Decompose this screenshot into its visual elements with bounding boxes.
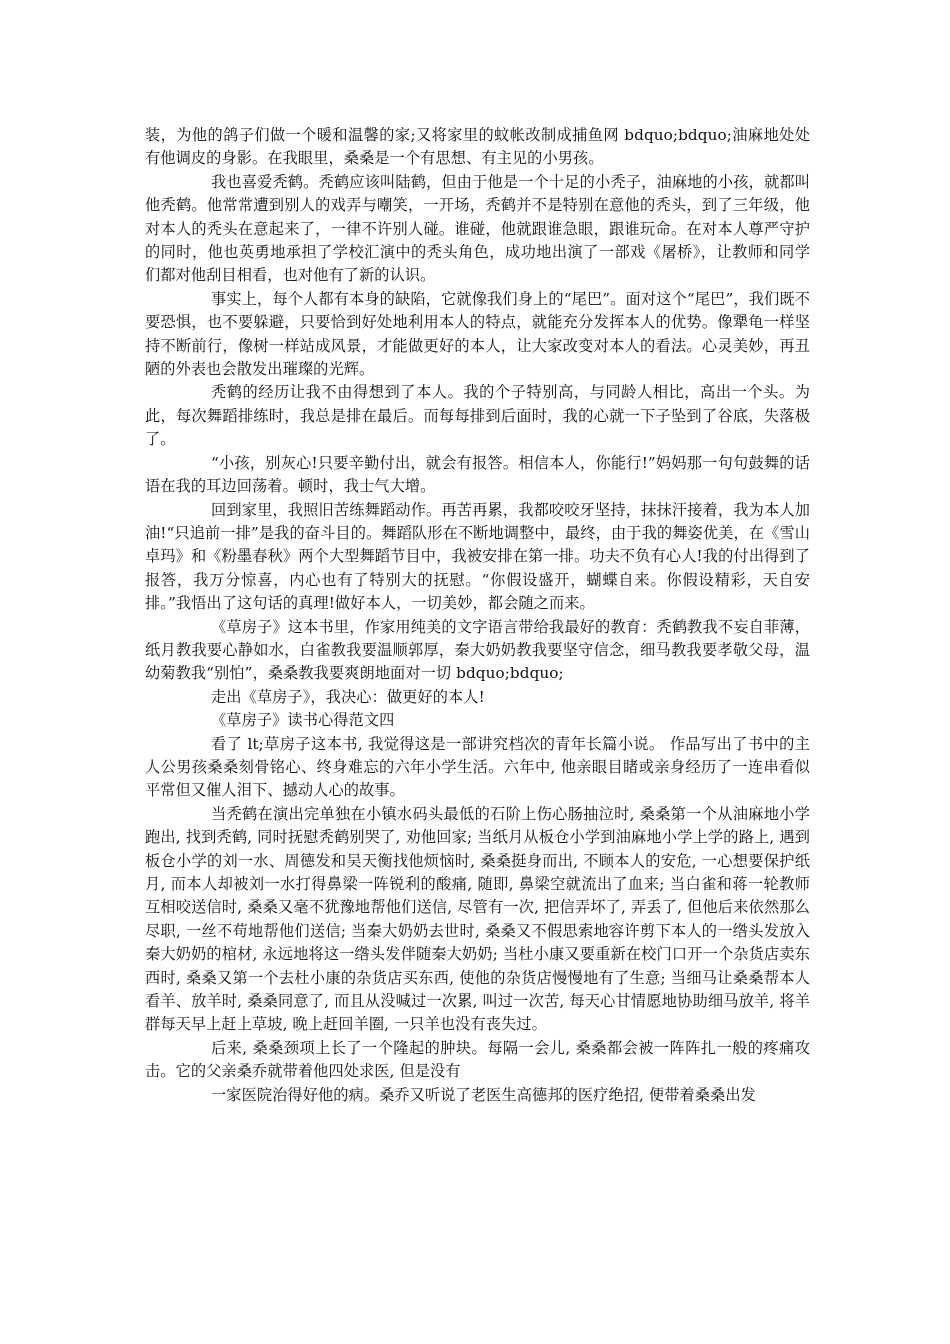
paragraph: 走出《草房子》，我决心：做更好的本人! bbox=[211, 687, 485, 706]
section-heading: 《草房子》读书心得范文四 bbox=[211, 711, 395, 730]
paragraph: 看了 lt;草房子这本书, 我觉得这是一部讲究档次的青年长篇小说。 作品写出了书中的主人公男孩桑桑刻骨铭心、终身难忘的六年小学生活。六年中, 他亲眼目睹或亲身经历了一连串看似平常但又催人泪下、撼动人心的故事。 bbox=[145, 734, 810, 800]
paragraph: 事实上，每个人都有本身的缺陷，它就像我们身上的“尾巴”。面对这个“尾巴”，我们既不要恐惧，也不要躲避，只要恰到好处地利用本人的特点，就能充分发挥本人的优势。像犟龟一样坚持不断前行，像树一样站成风景，才能做更好的本人，让大家改变对本人的看法。心灵美妙，再丑陋的外表也会散发出璀璨的光辉。 bbox=[145, 289, 810, 379]
paragraph: 《草房子》这本书里，作家用纯美的文字语言带给我最好的教育：秃鹤教我不妄自菲薄，纸月教我要心静如水，白雀教我要温顺郭厚，秦大奶奶教我要坚守信念，细马教我要孝敬父母，温幼菊教我“别怕”，桑桑教我要爽朗地面对一切 bdquo;bdquo; bbox=[145, 617, 810, 683]
paragraph: 一家医院治得好他的病。桑乔又听说了老医生高德邦的医疗绝招, 便带着桑桑出发 bbox=[211, 1085, 756, 1104]
paragraph: 后来, 桑桑颈项上长了一个隆起的肿块。每隔一会儿, 桑桑都会被一阵阵扎一般的疼痛攻击。它的父亲桑乔就带着他四处求医, 但是没有 bbox=[145, 1038, 810, 1081]
paragraph: 回到家里，我照旧苦练舞蹈动作。再苦再累，我都咬咬牙坚持，抹抹汗接着，我为本人加油!“只追前一排”是我的奋斗目的。舞蹈队形在不断地调整中，最终，由于我的舞姿优美，在《雪山卓玛》和《粉墨春秋》两个大型舞蹈节目中，我被安排在第一排。功夫不负有心人!我的付出得到了报答，我万分惊喜，内心也有了特别大的抚慰。“你假设盛开，蝴蝶自来。你假设精彩，天自安排。”我悟出了这句话的真理!做好本人，一切美妙，都会随之而来。 bbox=[145, 500, 810, 613]
paragraph: 秃鹤的经历让我不由得想到了本人。我的个子特别高，与同龄人相比，高出一个头。为此，每次舞蹈排练时，我总是排在最后。而每每排到后面时，我的心就一下子坠到了谷底，失落极了。 bbox=[145, 383, 810, 449]
paragraph: 装，为他的鸽子们做一个暖和温馨的家;又将家里的蚊帐改制成捕鱼网 bdquo;bdquo;油麻地处处有他调皮的身影。在我眼里，桑桑是一个有思想、有主见的小男孩。 bbox=[145, 126, 810, 168]
paragraph: 当秃鹤在演出完单独在小镇水码头最低的石阶上伤心肠抽泣时, 桑桑第一个从油麻地小学跑出, 找到秃鹤, 同时抚慰秃鹤别哭了, 劝他回家; 当纸月从板仓小学到油麻地小学上学的路上, 遇到板仓小学的刘一水、周德发和吴天衡找他烦恼时, 桑桑挺身而出, 不顾本人的安危, 一心想要保护纸月, 而本人却被刘一水打得鼻梁一阵锐利的酸痛, 随即, 鼻梁空就流出了血来; 当白雀和蒋一轮教师互相咬送信时, 桑桑又毫不犹豫地帮他们送信, 尽管有一次, 把信弄坏了, 弄丢了, 但他后来依然那么尽职, 一丝不苟地帮他们送信; 当秦大奶奶去世时, 桑桑又不假思索地容许剪下本人的一绺头发放入秦大奶奶的棺材, 永远地将这一绺头发伴随秦大奶奶; 当杜小康又要重新在校门口开一个杂货店卖东西时, 桑桑又第一个去杜小康的杂货店买东西, 使他的杂货店慢慢地有了生意; 当细马让桑桑帮本人看羊、放羊时, 桑桑同意了, 而且从没喊过一次累, 叫过一次苦, 每天心甘情愿地协助细马放羊, 将羊群每天早上赶上草坡, 晚上赶回羊圈, 一只羊也没有丧失过。 bbox=[145, 804, 810, 1034]
paragraph: 我也喜爱秃鹤。秃鹤应该叫陆鹤，但由于他是一个十足的小秃子，油麻地的小孩，就都叫他秃鹤。他常常遭到别人的戏弄与嘲笑，一开场，秃鹤并不是特别在意他的秃头，到了三年级，他对本人的秃头在意起来了，一律不许别人碰。谁碰，他就跟谁急眼，跟谁玩命。在对本人尊严守护的同时，他也英勇地承担了学校汇演中的秃头角色，成功地出演了一部戏《屠桥》，让教师和同学们都对他刮目相看，也对他有了新的认识。 bbox=[145, 172, 810, 285]
paragraph: “小孩，别灰心!只要辛勤付出，就会有报答。相信本人，你能行!”妈妈那一句句鼓舞的话语在我的耳边回荡着。顿时，我士气大增。 bbox=[145, 453, 810, 496]
document-body bbox=[145, 124, 810, 1107]
